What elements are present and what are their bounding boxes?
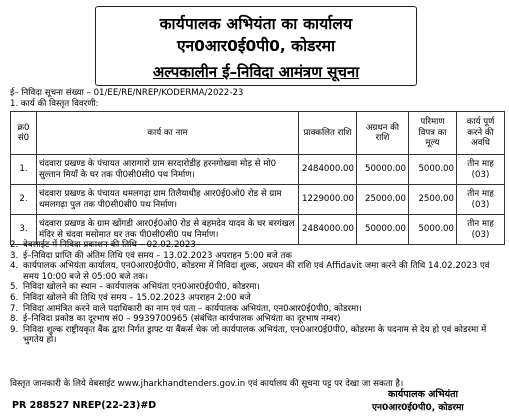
cell-work-name: चंदवारा प्रखण्ड के पंचायत आरागारो ग्राम सरदारोडीह हरनगोखवा मोड़ से मो0 सुल्तान मियाँ के घर तक पी0सी0सी0 पथ निर्माण। — [37, 155, 299, 185]
note-text: निविदा खोलने का स्थान – कार्यपालक अभियंता एन0आर0ई0पी0, कोडरमा। — [23, 282, 260, 293]
note-text: निविदा खोलने की तिथि एवं समय – 15.02.2023 अपराहन 2:00 बजे — [23, 292, 251, 303]
office-title: कार्यपालक अभियंता का कार्यालय — [159, 15, 353, 33]
details-heading: 1. कार्य की विस्तृत विवरणी: — [10, 99, 99, 109]
note-text: निविदा शुल्क राष्ट्रीयकृत बैंक द्वारा निर्गत ड्राफ्ट या बैंकर्स चेक जो कार्यपालक अभियंता, एन0आर0ई0पी0, कोडरमा के पदनाम से देय हो एवं कोडरमा में भुगतेय हो। — [23, 324, 487, 346]
notice-reference: ई– निविदा सूचना संख्या – 01/EE/RE/NREP/KODERMA/2022-23 — [10, 88, 244, 98]
note-item — [10, 314, 504, 325]
cell-sn: 3. — [11, 215, 37, 245]
note-number: 3. — [10, 250, 19, 261]
notes-list — [10, 240, 504, 346]
cell-work-name: चंदवारा प्रखण्ड के ग्राम खोंगडी आर0ई0ओ0 रोड से बहमदेव यादव के घर बरगंखल मंदिर से चंदवा मसोमात घर तक पी0सी0सी0 पथ निर्माण। — [37, 215, 299, 245]
note-text: निविदा आमंत्रित करने वाले पदाधिकारी का नाम एवं पता – कार्यपालक अभियंता, एन0आर0ई0पी0, कोडरमा। — [23, 303, 362, 314]
note-item — [10, 261, 504, 282]
cell-estimate: 2484000.00 — [299, 215, 357, 245]
col-header-estimate: प्राक्कलित राशि — [299, 112, 357, 155]
col-header-completion-period: कार्य पूर्ण करने की अवधि — [457, 112, 505, 155]
col-header-work-name: कार्य का नाम — [37, 112, 299, 155]
note-number: 7. — [10, 303, 19, 314]
note-number: 5. — [10, 282, 19, 293]
cell-earnest-money: 50000.00 — [357, 215, 409, 245]
cell-boq-cost: 5000.00 — [409, 215, 457, 245]
col-header-sn: क्र0 सं0 — [11, 112, 37, 155]
cell-earnest-money: 50000.00 — [357, 155, 409, 185]
cell-completion-period: तीन माह (03) — [457, 155, 505, 185]
table-header-row — [11, 112, 505, 155]
cell-completion-period: तीन माह (03) — [457, 215, 505, 245]
cell-estimate: 1229000.00 — [299, 185, 357, 215]
note-number: 9. — [10, 324, 19, 335]
header-box — [95, 6, 417, 86]
cell-sn: 2. — [11, 185, 37, 215]
note-number: 2. — [10, 240, 19, 250]
footer-info: विस्तृत जानकारी के लिये वेबसाईट www.jharkhandtenders.gov.in एवं कार्यालय की सूचना पट्ट पर देखा जा सकता है। — [10, 379, 404, 389]
notice-title: अल्पकालीन ई–निविदा आमंत्रण सूचना — [152, 63, 360, 81]
note-number: 4. — [10, 261, 19, 272]
tender-table — [10, 111, 505, 245]
office-subtitle: एन0आर0ई0पी0, कोडरमा — [176, 37, 336, 55]
pr-number: PR 288527 NREP(22-23)#D — [12, 400, 157, 411]
note-text: कार्यपालक अभियंता कार्यालय, एन0आर0ई0पी0, कोडरमा में निविदा शुल्क, अग्रधन की राशि एवं Affidavit जमा करने की तिथि 14.02.2023 एवं समय 10:00 बजे से 05:00 बजे तक। — [23, 261, 490, 282]
note-item — [10, 304, 504, 315]
cell-work-name: चंदवारा प्रखण्ड के पंचायत थमलगढ़ा ग्राम तिलैयाधीह आर0ई0ओ0 रोड से ग्राम थमलगढ़ा पुल तक पी0सी0सी0 पथ निर्माण। — [37, 185, 299, 215]
note-item — [10, 251, 504, 262]
note-text: वेबसाईट में निविदा प्रकाशन की तिथि – 02.02.2023 — [23, 240, 196, 250]
note-item — [10, 325, 504, 346]
cell-completion-period: तीन माह (03) — [457, 185, 505, 215]
cell-boq-cost: 2500.00 — [409, 185, 457, 215]
cell-boq-cost: 5000.00 — [409, 155, 457, 185]
note-item — [10, 293, 504, 304]
note-item — [10, 240, 504, 251]
table-row — [11, 155, 505, 185]
signature-title: कार्यपालक अभियंता — [388, 389, 458, 400]
cell-estimate: 2484000.00 — [299, 155, 357, 185]
col-header-earnest-money: अग्रधन की राशि — [357, 112, 409, 155]
table-row — [11, 185, 505, 215]
cell-earnest-money: 25000.00 — [357, 185, 409, 215]
note-text: ई–निविदा प्राप्ति की अंतिम तिथि एवं समय – 13.02.2023 अपराहन 5:00 बजे तक — [23, 250, 293, 261]
note-text: ई–निविदा प्रकोष्ठ का दूरभाष सं0 – 9939700965 (संबंधित कार्यपालक अभियंता का दूरभाष नम्बर) — [23, 314, 341, 325]
note-item — [10, 282, 504, 293]
signature-office: एन0आर0ई0पी0, कोडरमा — [372, 403, 464, 413]
note-number: 6. — [10, 292, 19, 303]
col-header-boq-cost: परिमाण विपत्र का मूल्य — [409, 112, 457, 155]
cell-sn: 1. — [11, 155, 37, 185]
note-number: 8. — [10, 314, 19, 325]
